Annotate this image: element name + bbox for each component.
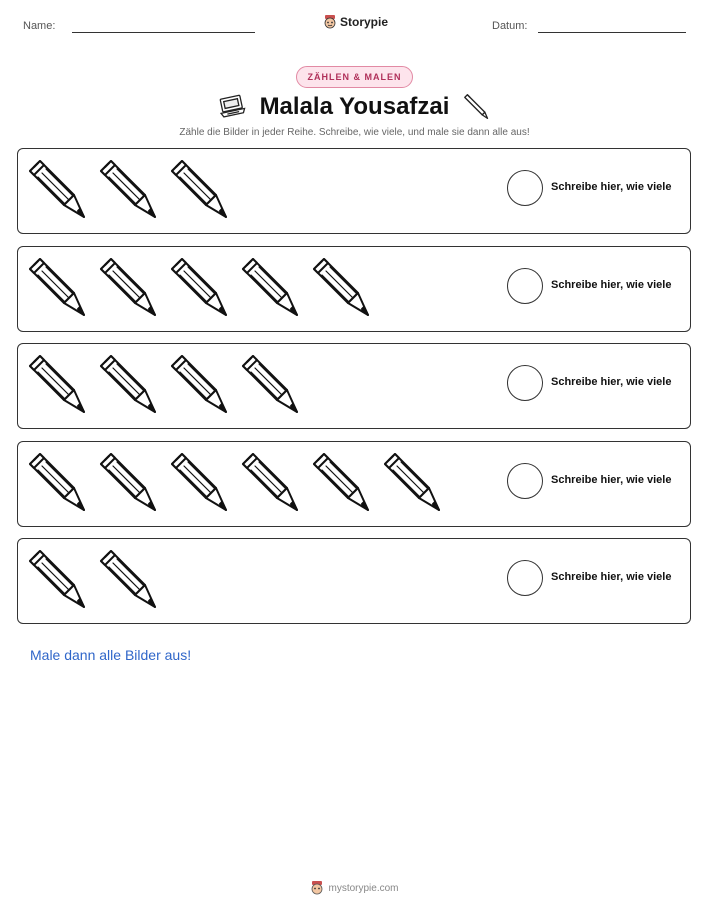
counting-row <box>17 441 691 527</box>
laptop-icon <box>218 94 246 120</box>
pencil-icon[interactable] <box>168 157 232 221</box>
pencil-icon[interactable] <box>26 157 90 221</box>
storypie-mascot-icon <box>323 14 337 30</box>
title-row <box>0 90 709 124</box>
page-title: Malala Yousafzai <box>259 93 450 120</box>
counting-row <box>17 343 691 429</box>
date-line[interactable] <box>538 32 686 33</box>
pencil-icon[interactable] <box>97 450 161 514</box>
date-label: Datum: <box>492 20 528 32</box>
storypie-mascot-icon <box>310 880 324 896</box>
pencil-icon <box>463 93 491 121</box>
name-line[interactable] <box>72 32 255 33</box>
brand-name: Storypie <box>340 15 389 29</box>
pencil-icon[interactable] <box>26 450 90 514</box>
answer-label: Schreibe hier, wie viele <box>551 571 672 583</box>
pencil-icon[interactable] <box>168 352 232 416</box>
answer-circle[interactable] <box>507 170 543 206</box>
pencil-icon[interactable] <box>26 255 90 319</box>
footer-brand <box>0 880 709 896</box>
answer-label: Schreibe hier, wie viele <box>551 376 672 388</box>
pencil-icon[interactable] <box>97 157 161 221</box>
answer-circle[interactable] <box>507 365 543 401</box>
answer-label: Schreibe hier, wie viele <box>551 473 672 486</box>
pencil-icon[interactable] <box>26 352 90 416</box>
pencil-icon[interactable] <box>381 450 445 514</box>
counting-row <box>17 538 691 624</box>
name-label: Name: <box>23 20 56 32</box>
answer-circle[interactable] <box>507 268 543 304</box>
pencil-icon[interactable] <box>97 352 161 416</box>
footer-url: mystorypie.com <box>328 882 399 894</box>
answer-circle[interactable] <box>507 560 543 596</box>
pencil-icon[interactable] <box>168 450 232 514</box>
answer-circle[interactable] <box>507 463 543 499</box>
counting-row <box>17 246 691 332</box>
answer-label: Schreibe hier, wie viele <box>551 278 672 291</box>
pencil-icon[interactable] <box>239 255 303 319</box>
pencil-icon[interactable] <box>26 547 90 611</box>
pencil-icon[interactable] <box>97 547 161 611</box>
answer-label: Schreibe hier, wie viele <box>551 181 672 193</box>
counting-row <box>17 148 691 234</box>
footer-note: Male dann alle Bilder aus! <box>30 647 192 663</box>
pencil-icon[interactable] <box>239 352 303 416</box>
pencil-icon[interactable] <box>168 255 232 319</box>
category-badge: ZÄHLEN & MALEN <box>296 66 413 88</box>
storypie-logo <box>323 14 388 30</box>
pencil-icon[interactable] <box>97 255 161 319</box>
pencil-icon[interactable] <box>310 450 374 514</box>
instructions: Zähle die Bilder in jeder Reihe. Schreibe, wie viele, und male sie dann alle aus! <box>179 127 530 138</box>
pencil-icon[interactable] <box>310 255 374 319</box>
pencil-icon[interactable] <box>239 450 303 514</box>
